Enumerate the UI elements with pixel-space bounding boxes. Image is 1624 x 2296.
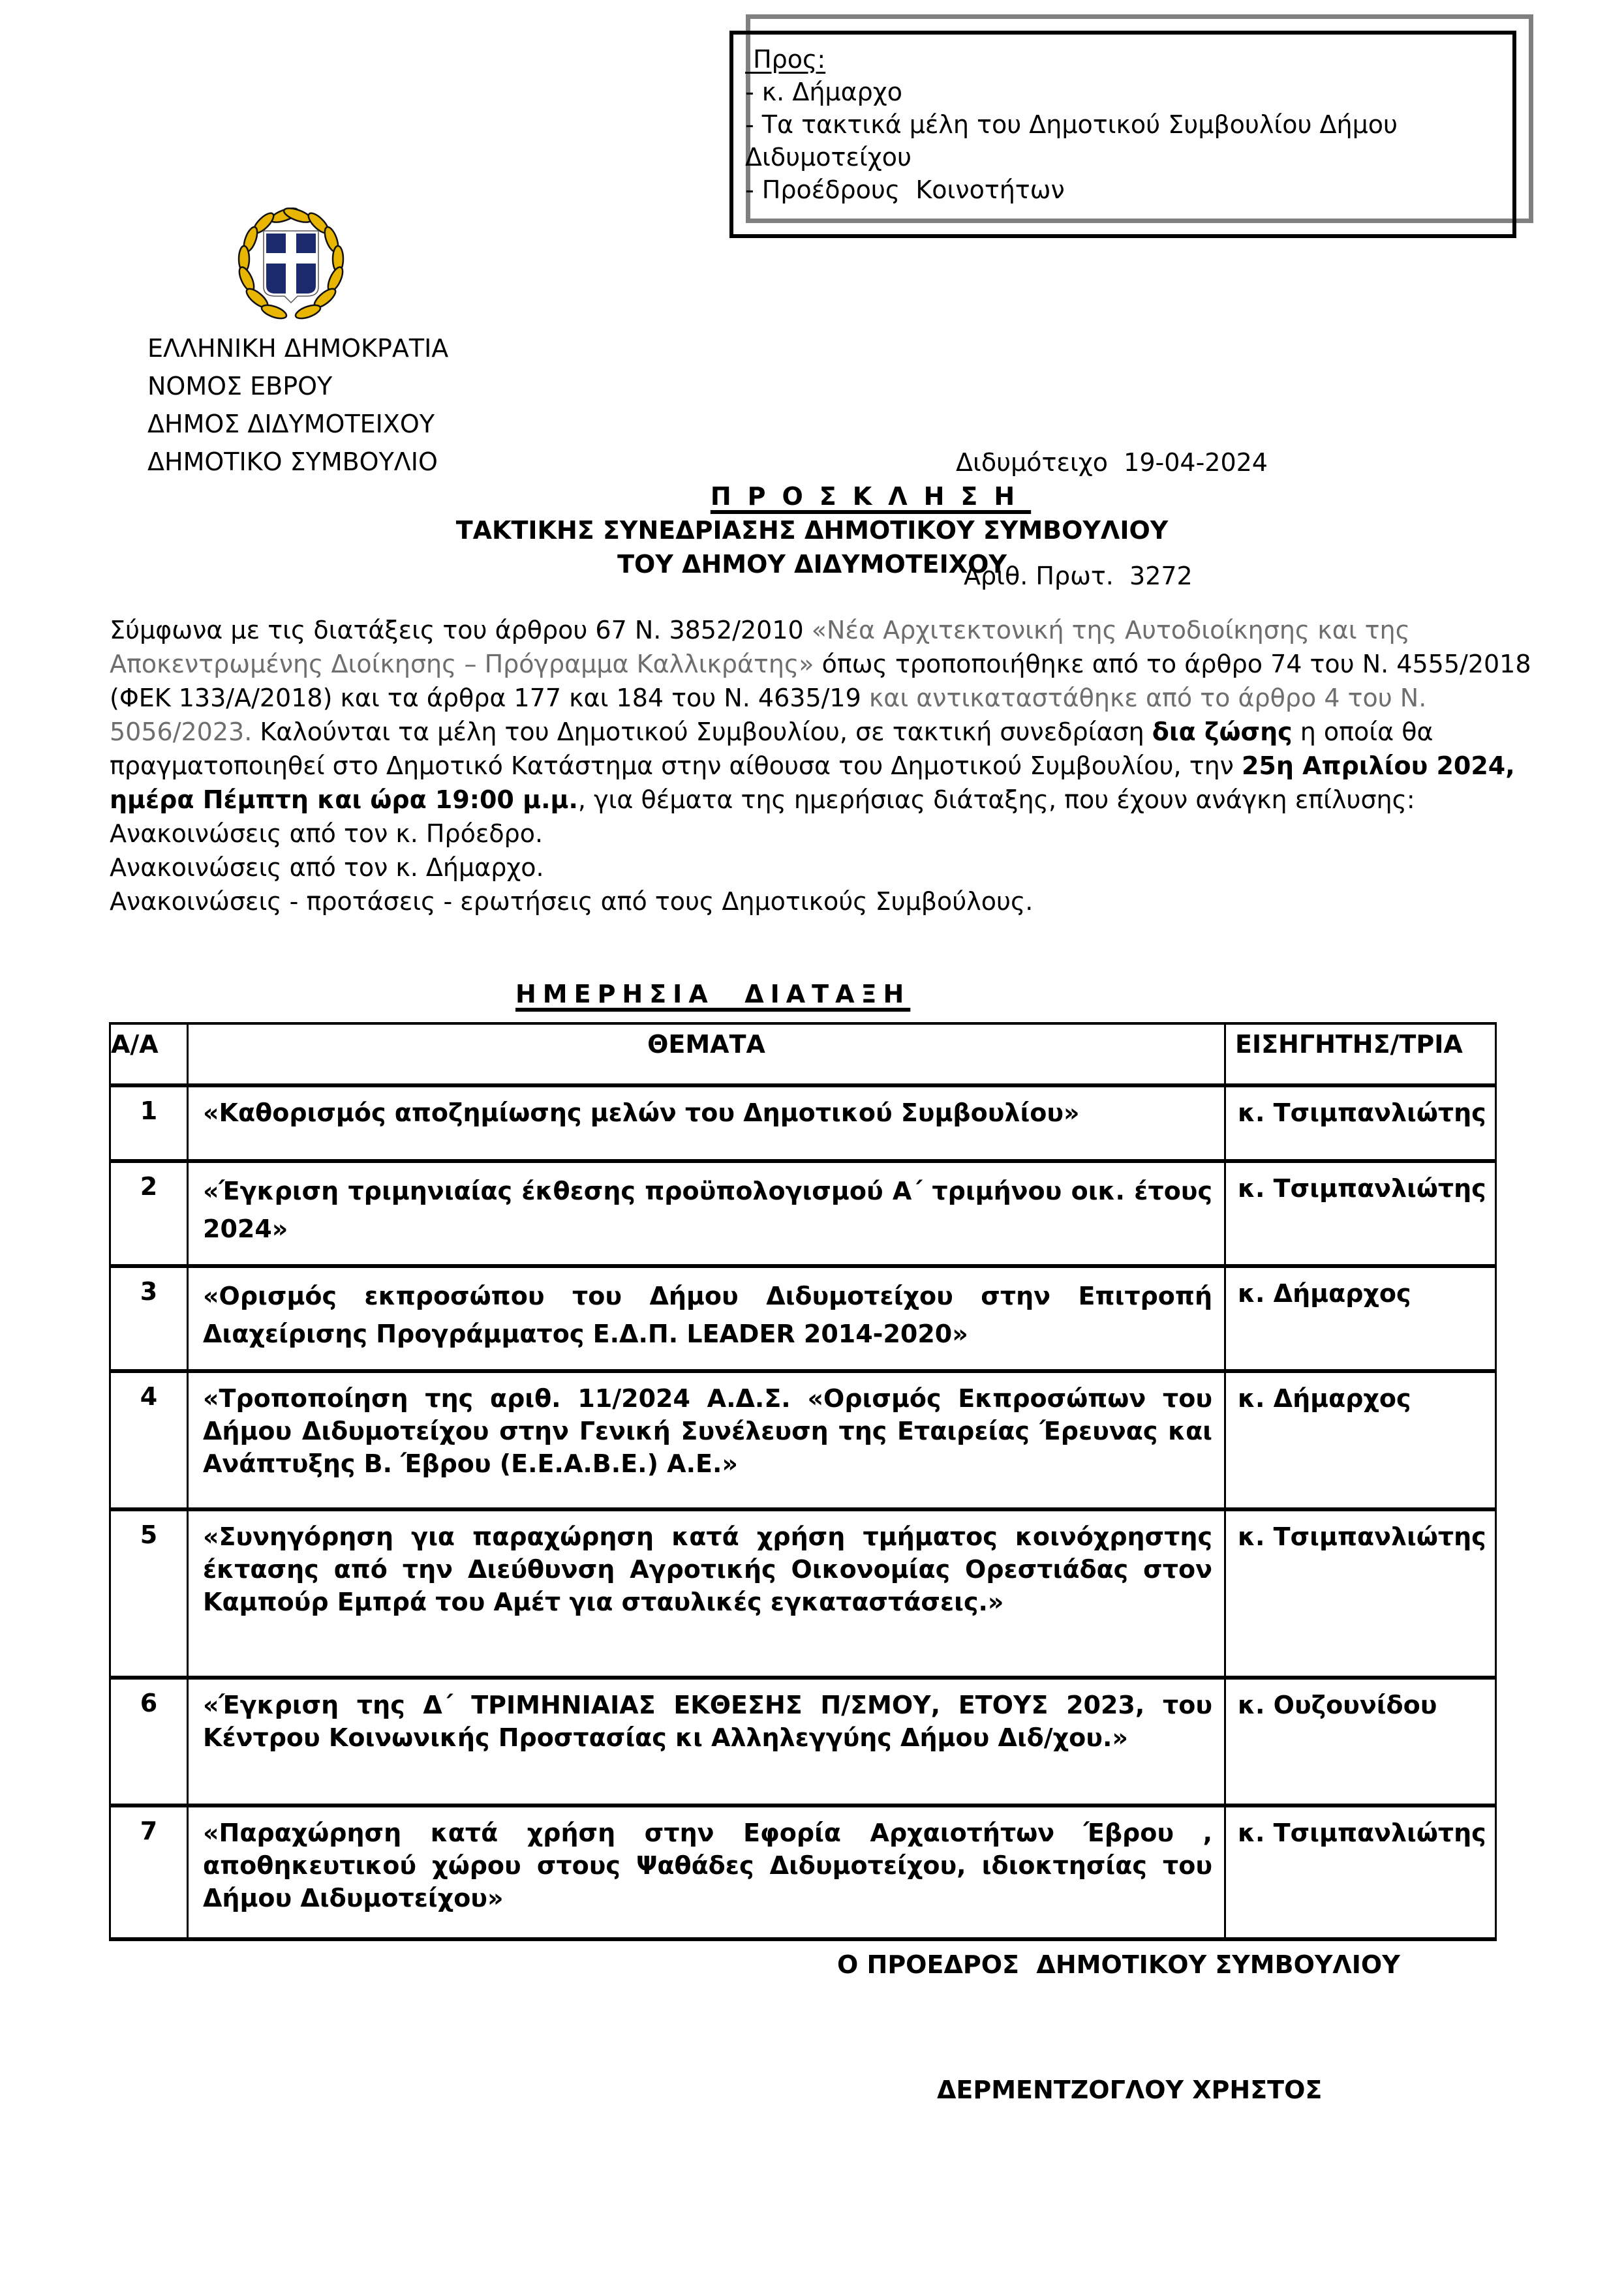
header-topics: ΘΕΜΑΤΑ: [188, 1023, 1225, 1085]
recipient-line: - Τα τακτικά μέλη του Δημοτικού Συμβουλίου Δήμου: [745, 110, 1398, 139]
recipients-label: Προς:: [745, 45, 826, 74]
table-row: [110, 1678, 1496, 1805]
row-number: 2: [110, 1161, 188, 1266]
document-title: [0, 479, 1624, 581]
row-number: 7: [110, 1805, 188, 1939]
row-rapporteur: κ. Δήμαρχος: [1225, 1371, 1496, 1509]
title-line-2: ΤΑΚΤΙΚΗΣ ΣΥΝΕΔΡΙΑΣΗΣ ΔΗΜΟΤΙΚΟΥ ΣΥΜΒΟΥΛΙΟΥ: [455, 516, 1169, 545]
place-date: Διδυμότειχο 19-04-2024: [956, 448, 1268, 477]
table-row: [110, 1371, 1496, 1509]
law-title-text: «Νέα Αρχιτεκτονική της Αυτοδιοίκησης και της Αποκεντρωμένης Διοίκησης – Πρόγραμμα Καλλικράτης»: [110, 616, 1410, 678]
recipient-line: Διδυμοτείχου: [745, 143, 912, 172]
meeting-mode: δια ζώσης: [1152, 718, 1293, 746]
text-run: Σύμφωνα με τις διατάξεις του άρθρου 67 Ν. 3852/2010: [110, 616, 812, 644]
row-rapporteur: κ. Τσιμπανλιώτης: [1225, 1085, 1496, 1161]
text-run: η οποία θα πραγματοποιηθεί στο Δημοτικό Κατάστημα στην αίθουσα του Δημοτικού Συμβουλίου, την: [110, 718, 1433, 780]
authority-line: ΔΗΜΟΣ ΔΙΔΥΜΟΤΕΙΧΟΥ: [147, 410, 435, 438]
row-number: 1: [110, 1085, 188, 1161]
body-paragraph: [110, 613, 1545, 817]
row-topic: «Έγκριση της Δ΄ ΤΡΙΜΗΝΙΑΙΑΣ ΕΚΘΕΣΗΣ Π/ΣΜΟΥ, ΕΤΟΥΣ 2023, του Κέντρου Κοινωνικής Προστασίας κι Αλληλεγγύης Δήμου Διδ/χου.»: [188, 1678, 1225, 1805]
row-topic: «Παραχώρηση κατά χρήση στην Εφορία Αρχαιοτήτων Έβρου , αποθηκευτικού χώρου στους Ψαθάδες Διδυμοτείχου, ιδιοκτησίας του Δήμου Διδυμοτείχου»: [188, 1805, 1225, 1939]
authority-line: ΝΟΜΟΣ ΕΒΡΟΥ: [147, 372, 333, 400]
greek-coat-of-arms-icon: [230, 204, 351, 325]
announcement-item: Ανακοινώσεις - προτάσεις - ερωτήσεις από τους Δημοτικούς Συμβούλους.: [110, 887, 1034, 916]
announcement-item: Ανακοινώσεις από τον κ. Πρόεδρο.: [110, 819, 544, 848]
header-number: Α/Α: [110, 1023, 188, 1085]
row-topic: «Συνηγόρηση για παραχώρηση κατά χρήση τμήματος κοινόχρηστης έκτασης από την Διεύθυνση Αγροτικής Οικονομίας Ορεστιάδας στον Καμπούρ Εμπρά του Αμέτ για σταυλικές εγκαταστάσεις.»: [188, 1509, 1225, 1678]
text-run: Καλούνται τα μέλη του Δημοτικού Συμβουλίου, σε τακτική συνεδρίαση: [252, 718, 1152, 746]
issuing-authority: [147, 329, 448, 481]
table-row: [110, 1161, 1496, 1266]
row-topic: «Τροποποίηση της αριθ. 11/2024 Α.Δ.Σ. «Ορισμός Εκπροσώπων του Δήμου Διδυμοτείχου στην Γενική Συνέλευση της Εταιρείας Έρευνας και Ανάπτυξης Β. Έβρου (Ε.Ε.Α.Β.Ε.) Α.Ε.»: [188, 1371, 1225, 1509]
protocol-number: Αριθ. Πρωτ. 3272: [964, 562, 1193, 590]
signatory-role: Ο ΠΡΟΕΔΡΟΣ ΔΗΜΟΤΙΚΟΥ ΣΥΜΒΟΥΛΙΟΥ: [837, 1950, 1400, 1979]
row-rapporteur: κ. Δήμαρχος: [1225, 1266, 1496, 1371]
title-line-3: ΤΟΥ ΔΗΜΟΥ ΔΙΔΥΜΟΤΕΙΧΟΥ: [617, 550, 1007, 579]
table-row: [110, 1085, 1496, 1161]
announcements-list: [110, 817, 1545, 918]
meeting-datetime: 25η Απριλίου 2024, ημέρα Πέμπτη και ώρα 19:00 μ.μ.: [110, 751, 1515, 814]
row-rapporteur: κ. Τσιμπανλιώτης: [1225, 1805, 1496, 1939]
row-rapporteur: κ. Τσιμπανλιώτης: [1225, 1161, 1496, 1266]
row-number: 3: [110, 1266, 188, 1371]
row-number: 4: [110, 1371, 188, 1509]
recipients-block: [745, 43, 1495, 206]
authority-line: ΔΗΜΟΤΙΚΟ ΣΥΜΒΟΥΛΙΟ: [147, 447, 438, 476]
table-row: [110, 1805, 1496, 1939]
authority-line: ΕΛΛΗΝΙΚΗ ΔΗΜΟΚΡΑΤΙΑ: [147, 334, 449, 363]
row-number: 5: [110, 1509, 188, 1678]
announcement-item: Ανακοινώσεις από τον κ. Δήμαρχο.: [110, 853, 544, 882]
text-run: , για θέματα της ημερήσιας διάταξης, που έχουν ανάγκη επίλυσης:: [577, 785, 1415, 814]
row-number: 6: [110, 1678, 188, 1805]
table-row: [110, 1266, 1496, 1371]
invitation-heading: ΠΡΟΣΚΛΗΣΗ: [710, 482, 1032, 511]
row-rapporteur: κ. Τσιμπανλιώτης: [1225, 1509, 1496, 1678]
recipient-line: - κ. Δήμαρχο: [745, 78, 902, 106]
row-topic: «Καθορισμός αποζημίωσης μελών του Δημοτικού Συμβουλίου»: [188, 1085, 1225, 1161]
row-rapporteur: κ. Ουζουνίδου: [1225, 1678, 1496, 1805]
agenda-title: ΗΜΕΡΗΣΙΑ ΔΙΑΤΑΞΗ: [515, 980, 911, 1008]
header-rapporteur: ΕΙΣΗΓΗΤΗΣ/ΤΡΙΑ: [1225, 1023, 1496, 1085]
agenda-table: [109, 1022, 1497, 1941]
table-row: [110, 1509, 1496, 1678]
row-topic: «Ορισμός εκπροσώπου του Δήμου Διδυμοτείχου στην Επιτροπή Διαχείρισης Προγράμματος Ε.Δ.Π. LEADER 2014-2020»: [188, 1266, 1225, 1371]
signatory-name: ΔΕΡΜΕΝΤΖΟΓΛΟΥ ΧΡΗΣΤΟΣ: [937, 2076, 1323, 2104]
row-topic: «Έγκριση τριμηνιαίας έκθεσης προϋπολογισμού Α΄ τριμήνου οικ. έτους 2024»: [188, 1161, 1225, 1266]
table-header-row: [110, 1023, 1496, 1085]
recipient-line: - Προέδρους Κοινοτήτων: [745, 175, 1065, 204]
text-run: και αντικαταστάθηκε από το άρθρο 4 του Ν. 5056/2023.: [110, 684, 1427, 746]
invitation-body: [110, 613, 1545, 918]
text-run: όπως τροποποιήθηκε από το άρθρο 74 του Ν. 4555/2018 (ΦΕΚ 133/Α/2018) και τα άρθρα 177 και 184 του Ν. 4635/19: [110, 650, 1531, 712]
